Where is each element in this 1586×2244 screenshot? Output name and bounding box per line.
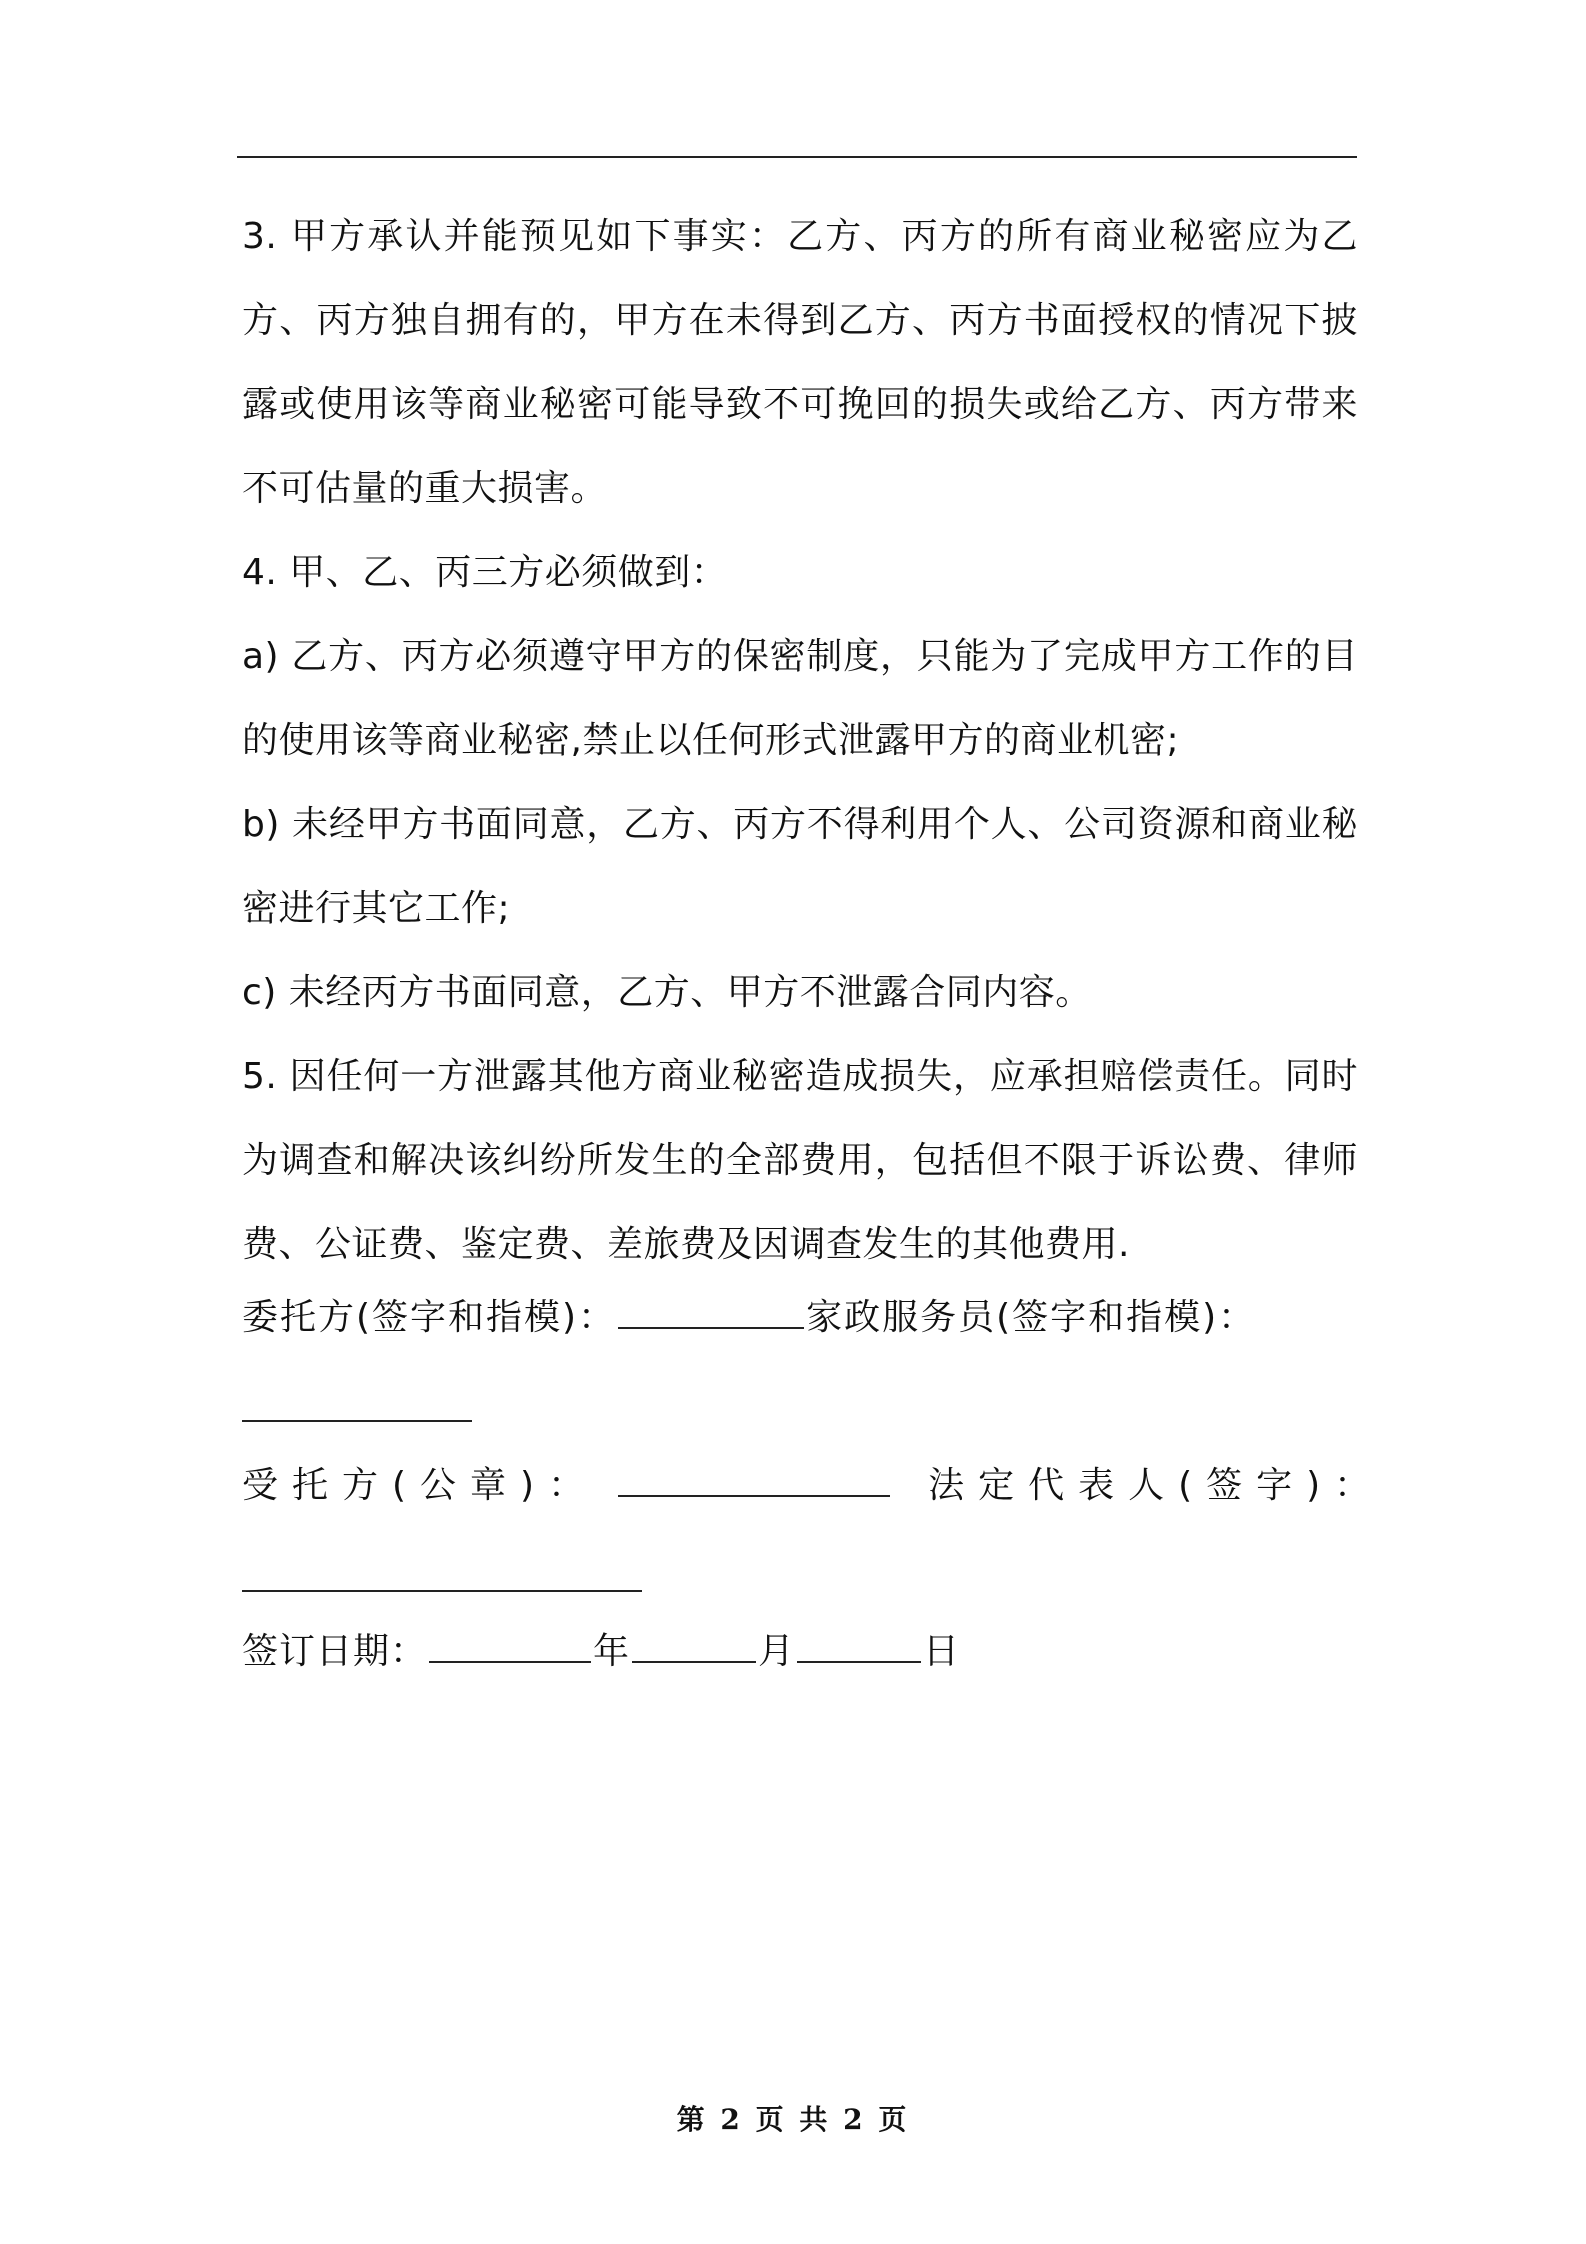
day-field[interactable]: [797, 1625, 921, 1663]
legal-rep-signature-label: 法定代表人(签字)：: [928, 1465, 1385, 1506]
day-label: 日: [923, 1631, 961, 1672]
housekeeper-signature-label: 家政服务员(签字和指模)：: [806, 1297, 1257, 1338]
agent-seal-label: 受托方(公章)：: [242, 1465, 599, 1506]
clause-4c: c) 未经丙方书面同意，乙方、甲方不泄露合同内容。: [242, 972, 1092, 1013]
clause-4b: b) 未经甲方书面同意，乙方、丙方不得利用个人、公司资源和商业秘密进行其它工作;: [242, 804, 1358, 929]
year-label: 年: [593, 1631, 631, 1672]
client-signature-label: 委托方(签字和指模)：: [242, 1297, 617, 1338]
year-field[interactable]: [429, 1625, 591, 1663]
signing-date-row: [242, 1622, 960, 1682]
agent-seal-field[interactable]: [618, 1459, 890, 1497]
month-label: 月: [758, 1631, 796, 1672]
housekeeper-signature-field[interactable]: [242, 1420, 472, 1422]
month-field[interactable]: [632, 1625, 756, 1663]
clause-4a: a) 乙方、丙方必须遵守甲方的保密制度，只能为了完成甲方工作的目的使用该等商业秘密,禁止以任何形式泄露甲方的商业机密;: [242, 636, 1358, 761]
contract-body: [242, 195, 1358, 1287]
client-signature-row: [242, 1288, 1256, 1348]
clause-4: 4. 甲、乙、丙三方必须做到：: [242, 552, 728, 593]
agent-signature-row: [242, 1456, 1384, 1516]
client-signature-field[interactable]: [618, 1291, 804, 1329]
signing-date-label: 签订日期：: [242, 1631, 428, 1672]
page-indicator: 第 2 页 共 2 页: [676, 2103, 910, 2136]
clause-3: 3. 甲方承认并能预见如下事实：乙方、丙方的所有商业秘密应为乙方、丙方独自拥有的，甲方在未得到乙方、丙方书面授权的情况下披露或使用该等商业秘密可能导致不可挽回的损失或给乙方、丙方带来不可估量的重大损害。: [242, 216, 1358, 509]
header-rule: [237, 156, 1357, 158]
clause-5: 5. 因任何一方泄露其他方商业秘密造成损失，应承担赔偿责任。同时为调查和解决该纠纷所发生的全部费用，包括但不限于诉讼费、律师费、公证费、鉴定费、差旅费及因调查发生的其他费用.: [242, 1056, 1358, 1265]
legal-rep-signature-field[interactable]: [242, 1590, 642, 1592]
